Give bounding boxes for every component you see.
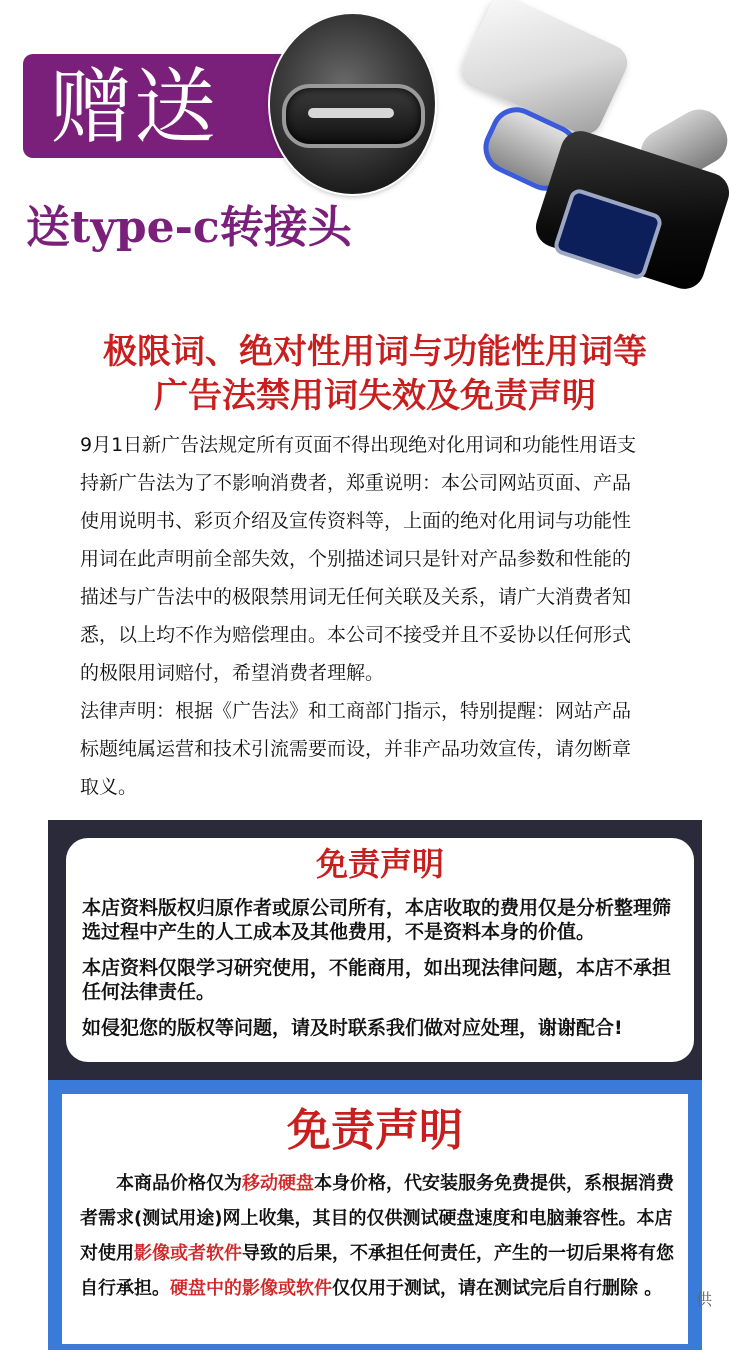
notice-title: 免责声明: [287, 1105, 463, 1156]
notice-title: 免责声明: [315, 845, 444, 883]
disclaimer-heading-line1: 极限词、绝对性用词与功能性用词等: [103, 332, 647, 372]
notice-text: 仅仅用于测试，请在测试完后自行删除 。: [332, 1278, 663, 1299]
black-otg-adapter-image: [540, 105, 740, 300]
notice-text: 本商品价格仅为: [116, 1173, 242, 1194]
usb-c-port-closeup-image: [270, 14, 435, 194]
notice-text: 导致的后果，不承担任何责任，产生的一切后果将有您自行承担。: [80, 1243, 674, 1299]
highlight-text: 影像或者软件: [134, 1243, 242, 1264]
disclaimer-line: 持新广告法为了不影响消费者，郑重说明：本公司网站页面、产品: [80, 472, 632, 494]
promo-subtitle: 送type-c转接头: [26, 202, 352, 253]
disclaimer-line: 描述与广告法中的极限禁用词无任何关联及关系，请广大消费者知: [80, 586, 632, 608]
highlight-text: 硬盘中的影像或软件: [170, 1278, 332, 1299]
disclaimer-line: 悉，以上均不作为赔偿理由。本公司不接受并且不妥协以任何形式: [80, 624, 632, 646]
disclaimer-line: 标题纯属运营和技术引流需要而设，并非产品功效宣传，请勿断章: [80, 738, 632, 760]
disclaimer-line: 使用说明书、彩页介绍及宣传资料等，上面的绝对化用词与功能性: [80, 510, 632, 532]
disclaimer-line: 的极限用词赔付，希望消费者理解。: [80, 662, 385, 684]
gift-title: 赠送: [50, 60, 219, 155]
notice-text: 本身价格，代安装服务免费提供，系根据消费者需求(测试用途)网上收集，其目的仅供测试硬盘速度和电脑兼容性。本店对使用: [80, 1173, 674, 1264]
disclaimer-line: 9月1日新广告法规定所有页面不得出现绝对化用词和功能性用语支: [80, 434, 637, 456]
highlight-text: 移动硬盘: [242, 1173, 314, 1194]
disclaimer-line: 用词在此声明前全部失效，个别描述词只是针对产品参数和性能的: [80, 548, 632, 570]
disclaimer-heading-line2: 广告法禁用词失效及免责声明: [154, 376, 596, 416]
notice-paragraph: 本店资料版权归原作者或原公司所有，本店收取的费用仅是分析整理筛选过程中产生的人工成本及其他费用，不是资料本身的价值。: [82, 897, 672, 943]
disclaimer-body: [80, 426, 680, 806]
notice-paragraph: 本店资料仅限学习研究使用，不能商用，如出现法律问题，本店不承担任何法律责任。: [82, 957, 672, 1003]
notice-body: [80, 1166, 680, 1306]
notice-body: [82, 896, 682, 1052]
corner-text: 供: [696, 1290, 713, 1309]
disclaimer-line: 取义。: [80, 776, 138, 798]
disclaimer-line: 法律声明：根据《广告法》和工商部门指示，特别提醒：网站产品: [80, 700, 632, 722]
notice-paragraph: 如侵犯您的版权等问题，请及时联系我们做对应处理，谢谢配合!: [82, 1017, 623, 1039]
